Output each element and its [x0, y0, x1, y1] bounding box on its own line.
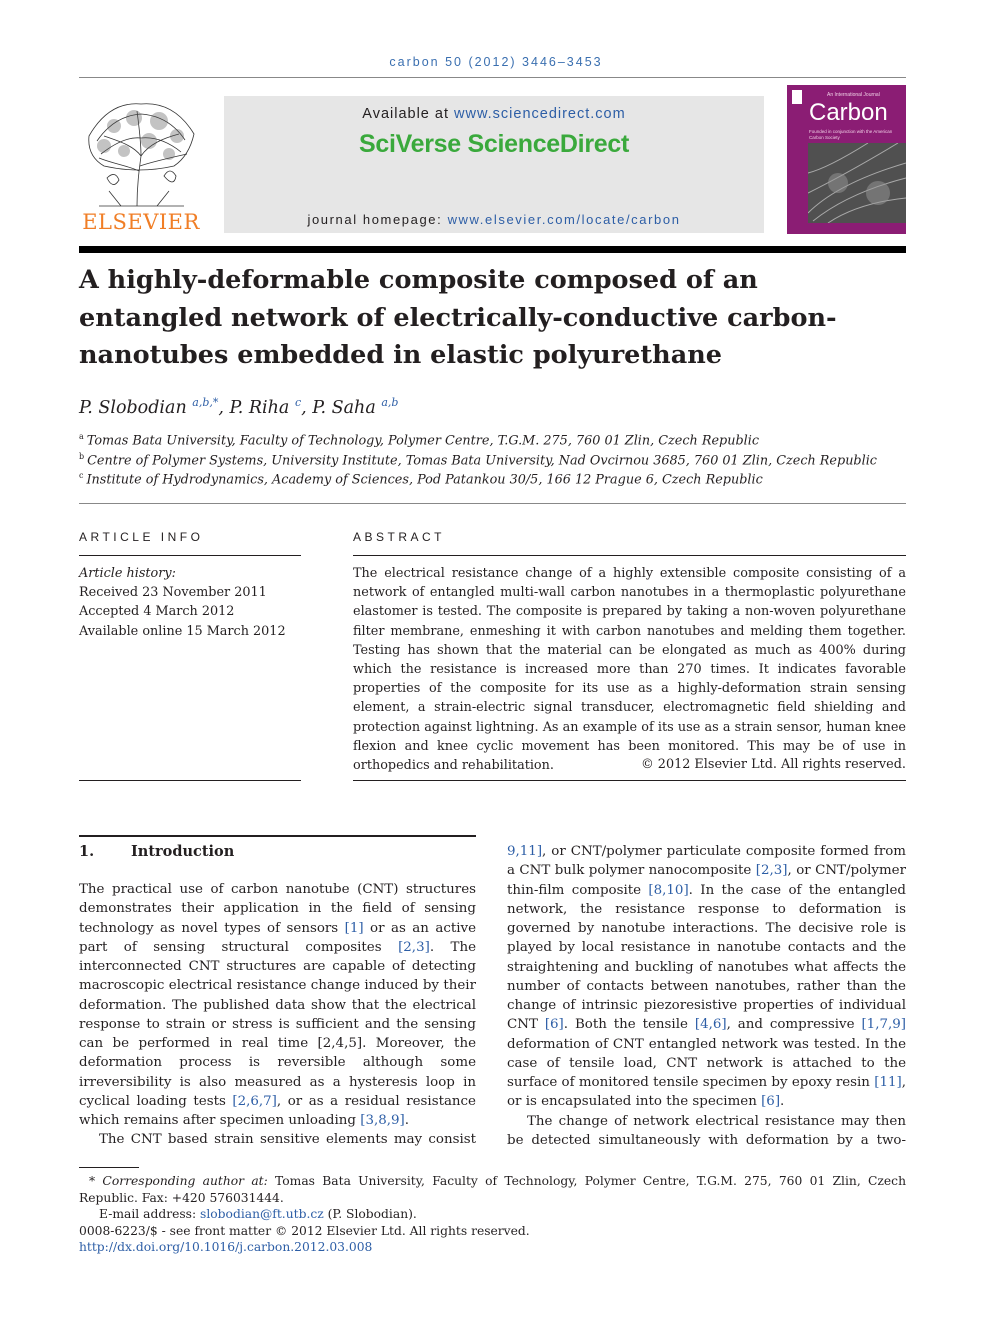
article-title: A highly-deformable composite composed of an entangled network of electrically-conductive carbon-nanotubes embedded in elastic polyurethane — [79, 265, 837, 370]
doi-line — [79, 1239, 906, 1256]
elsevier-tree-icon — [79, 96, 203, 214]
intro-right-column — [507, 842, 906, 1150]
author-list: P. Slobodian $^{a,b,*}$, P. Riha $^c$, P. Saha $^{a,b}$ — [79, 396, 399, 418]
available-at-line: Available at www.sciencedirect.com — [362, 106, 626, 122]
journal-homepage-link[interactable]: www.elsevier.com/locate/carbon — [447, 212, 681, 227]
abstract-copyright: © 2012 Elsevier Ltd. All rights reserved. — [640, 757, 906, 772]
article-history — [79, 564, 301, 641]
cover-tag: An International Journal — [827, 92, 880, 98]
citation-link[interactable]: [1] — [344, 920, 364, 936]
author-name: P. Riha — [229, 397, 290, 418]
issn-line: 0008-6223/$ - see front matter © 2012 Elsevier Ltd. All rights reserved. — [79, 1224, 530, 1238]
history-label: Article history: — [79, 566, 176, 581]
cover-subtitle: Founded in conjunction with the American Carbon Society — [809, 129, 893, 140]
abstract-rule — [353, 555, 906, 556]
email-link[interactable]: slobodian@ft.utb.cz — [200, 1207, 324, 1221]
email-footnote: E-mail address: slobodian@ft.utb.cz (P. Slobodian). — [99, 1207, 417, 1221]
header-rule — [79, 77, 906, 78]
abstract-bottom-rule — [353, 780, 906, 781]
citation-link[interactable]: [3,8,9] — [360, 1113, 405, 1128]
section-title: Introduction — [131, 843, 235, 860]
affiliation: $^b$ Centre of Polymer Systems, University Institute, Tomas Bata University, Nad Ovcirnou 3685, 760 01 Zlin, Czech Republic — [79, 452, 877, 469]
abstract-text: The electrical resistance change of a highly extensible composite consisting of a network of entangled multi-wall carbon nanotubes in a thermoplastic polyurethane elastomer is tested. The composite is prepared by taking a non-woven polyurethane filter membrane, enmeshing it with carbon nanotubes and melding them together. Testing has shown that the material can be elongated as much as 400% during which the resistance is increased more than 270 times. It indicates favorable properties of the composite for its use as a highly-deformation strain sensing element, a strain-electric signal transducer, electromagnetic field shielding and protection against lightning. As an example of its use as a strain sensor, human knee flexion and knee cyclic movement has been monitored. This may be of use in orthopedics and rehabilitation. — [353, 566, 906, 774]
section-number: 1. — [79, 843, 95, 860]
article-info-rule — [79, 555, 301, 556]
article-info-bottom-rule — [79, 780, 301, 781]
journal-homepage-line: journal homepage: www.elsevier.com/locate/carbon — [307, 212, 681, 227]
footnote-rule — [79, 1167, 139, 1168]
sciverse-brand: SciVerse ScienceDirect — [359, 130, 629, 158]
citation-link[interactable]: [2,3] — [398, 939, 430, 955]
cover-journal-name: Carbon — [809, 99, 888, 126]
author-affiliation-mark[interactable]: a,b — [381, 396, 399, 409]
received-date: Received 23 November 2011 — [79, 585, 267, 601]
elsevier-logo — [79, 96, 203, 236]
running-head: carbon 50 (2012) 3446–3453 — [389, 55, 603, 69]
cover-image — [808, 143, 906, 223]
article-info-heading: ARTICLE INFO — [79, 530, 204, 544]
citation-link[interactable]: [2,6,7] — [232, 1093, 277, 1109]
header-thick-rule — [79, 246, 906, 253]
author-name: P. Slobodian — [79, 397, 187, 418]
affiliation: $^c$ Institute of Hydrodynamics, Academy of Sciences, Pod Patankou 30/5, 166 12 Prague 6, Czech Republic — [79, 471, 763, 488]
citation-link[interactable]: [1,7,9] — [861, 1017, 906, 1033]
accepted-date: Accepted 4 March 2012 — [79, 604, 235, 620]
online-date: Available online 15 March 2012 — [79, 623, 286, 639]
sciencedirect-link[interactable]: www.sciencedirect.com — [454, 106, 626, 122]
affiliation: $^a$ Tomas Bata University, Faculty of Technology, Polymer Centre, T.G.M. 275, 760 01 Zlin, Czech Republic — [79, 432, 760, 449]
corresponding-author-footnote: * Corresponding author at: Tomas Bata University, Faculty of Technology, Polymer Centre, T.G.M. 275, 760 01 Zlin, Czech Republic. Fax: +420 576031444. — [79, 1174, 906, 1205]
abstract-heading: ABSTRACT — [353, 530, 446, 544]
citation-link[interactable]: [11] — [874, 1075, 902, 1090]
citation-link[interactable]: [8,10] — [648, 882, 689, 898]
author-name: P. Saha — [312, 397, 376, 418]
cover-logo-icon — [792, 90, 802, 104]
citation-link[interactable]: 9,11] — [507, 844, 543, 859]
author-affiliation-mark[interactable]: a,b,* — [192, 396, 219, 409]
citation-link[interactable]: [6] — [544, 1017, 564, 1033]
doi-link[interactable]: http://dx.doi.org/10.1016/j.carbon.2012.03.008 — [79, 1240, 373, 1254]
elsevier-wordmark: ELSEVIER — [82, 210, 200, 234]
citation-link[interactable]: [4,6] — [694, 1017, 727, 1033]
journal-cover — [787, 85, 906, 234]
paragraph: The practical use of carbon nanotube (CNT) structures demonstrates their application in the field of sensing technology as novel types of sensors [1] or as an active part of sensing structural composites [2,3]. The interconnected CNT structures are capable of detecting macroscopic electrical resistance change induced by their deformation. The published data show that the electrical response to strain or stress is sufficient and the sensing can be performed in real time [2,4,5]. Moreover, the deformation process is reversible although some irreversibility is also measured as a hysteresis loop in cyclical loading tests [2,6,7], or as a residual resistance which remains after specimen unloading [3,8,9]. — [79, 882, 476, 1128]
paragraph: The CNT based strain sensitive elements may consist — [99, 1132, 476, 1148]
column-top-rule — [79, 835, 476, 837]
citation-link[interactable]: [2,3] — [755, 863, 788, 879]
affiliation-rule — [79, 503, 906, 504]
author-affiliation-mark[interactable]: c — [294, 396, 302, 409]
journal-header-box — [224, 96, 764, 233]
intro-left-column — [79, 880, 476, 1150]
paragraph: The change of network electrical resistance may then be detected simultaneously with deformation by a two- — [507, 1113, 906, 1148]
citation-link[interactable]: [6] — [761, 1094, 781, 1110]
paragraph: 9,11], or CNT/polymer particulate composite formed from a CNT bulk polymer nanocomposite [2,3], or CNT/polymer thin-film composite [8,10]. In the case of the entangled network, the resistance response to deformation is governed by nanotube interactions. The decisive role is played by local resistance in nanotube contacts and the straightening and buckling of nanotubes what affects the number of contacts between nanotubes, rather than the change of intrinsic piezoresistive properties of individual CNT [6]. Both the tensile [4,6], and compressive [1,7,9] deformation of CNT entangled network was tested. In the case of tensile load, CNT network is attached to the surface of monitored tensile specimen by epoxy resin [11], or is encapsulated into the specimen [6]. — [507, 844, 906, 1110]
